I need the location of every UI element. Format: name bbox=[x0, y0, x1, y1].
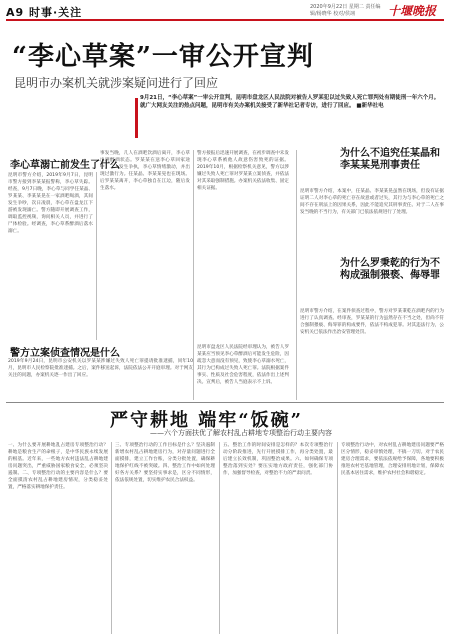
lead-paragraph: 9月21日，“李心草案”一审公开宣判，昆明市盘龙区人民法院对被告人罗某犯以过失致人死亡罪判处有期徒刑一年六个月。就广大网友关注的热点问题，昆明市有关办案机关接受了新华社记者专访，进行了回应。 ■新华社电 bbox=[140, 95, 440, 109]
article-column-c: 警方接报后迅速开展调查，在初步调查中未发现李心草系被他人故意伤害致死的证据。2019年10月，根据检察机关意见，警方以涉嫌过失致人死亡罪对罗某某立案侦查，并依法对其采取强制措施。办案机关依法收集、固定相关证据。 bbox=[197, 151, 289, 191]
right-headline-2: 为什么罗秉乾的行为不构成强制猥亵、侮辱罪 bbox=[340, 258, 440, 281]
page-subtitle: 昆明市办案机关就涉案疑问进行了回应 bbox=[14, 76, 219, 90]
column-divider bbox=[219, 442, 220, 634]
bottom-column-4: 专项整治行动中，对农村乱占耕地建房问题要严格区分情形，稳妥审慎处理，不搞一刀切。对于农民建房合理需求，要依法依规给予保障，各地要积极推进农村宅基地管理，合理安排用地计划，保障农民基本居住需求，维护农村社会和谐稳定。 bbox=[341, 443, 444, 476]
bottom-column-1: 一、为什么要开展耕地乱占建房专项整治行动？ 耕地是粮食生产的命根子，是中华民族永续发展的根基。近年来，一些地方农村违法乱占耕地建房问题突出，严重威胁国家粮食安全，必须坚决遏制。二、专项整治行动的主要内容是什么？要全面摸清农村乱占耕地建房情况，分类稳妥处置，严格落实耕地保护责任。 bbox=[8, 443, 108, 490]
section-label: A9 时事·关注 bbox=[6, 6, 83, 19]
column-divider bbox=[296, 150, 297, 400]
article-column-b: 事发当晚，几人在酒吧饮酒后离开，李心草出现醉酒状态。罗某某在送李心草回家途中，二人发生争执，李心草情绪激动，并出现过激行为。任某晶、李某某晃也在现场。后罗某某离开，李心草独自在江边，随后发生落水。 bbox=[100, 151, 190, 191]
article-column-e: 昆明市盘龙区人民法院经审理认为，被告人罗某某应当预见李心草醉酒后可能发生危险，因疏忽大意而没有预见，致使李心草溺水死亡，其行为已构成过失致人死亡罪。法院根据案件事实、性质及社会危害程度，依法作出上述判决。宣判后，被告人当庭表示不上诉。 bbox=[197, 345, 289, 385]
article-column-a: 昆明市警方介绍，2019年9月7日，昆明市警方接到李某某报警称，李心草失踪。经查，9月7日晚，李心草与同学任某晶、罗某某、李某某晃在一家酒吧喝酒，其间发生争吵，次日凌晨，李心草在盘龙江下游被发现溺亡。警方随即开展调查工作，调取监控视频，询问相关人员，并进行了尸体检验。经调查，李心草系醉酒后落水溺亡。 bbox=[8, 173, 93, 234]
article-column-r1: 昆明市警方介绍，本案中，任某晶、李某某晃虽然在现场，但没有证据证明二人对李心草的死亡存在故意或者过失，其行为与李心草的死亡之间不存在刑法上的因果关系，因此不能追究其刑事责任。对于二人在事发当晚的不当行为，有关部门已依法依规进行了处理。 bbox=[300, 189, 444, 215]
right-headline-1: 为什么不追究任某晶和李某某晃刑事责任 bbox=[340, 148, 440, 171]
column-divider bbox=[96, 172, 97, 340]
column-divider bbox=[337, 442, 338, 634]
section-heading-1-text: 李心草溺亡前发生了什么 bbox=[10, 160, 120, 171]
section-divider bbox=[6, 402, 444, 403]
column-divider bbox=[111, 442, 112, 634]
bottom-headline: 严守耕地 端牢“饭碗” bbox=[110, 410, 303, 431]
page-title: “李心草案”一审公开宣判 bbox=[12, 42, 314, 72]
section-heading-2-text: 警方立案侦查情况是什么 bbox=[10, 348, 120, 359]
article-column-r2: 昆明市警方介绍，在案件侦查过程中，警方对罗某秉乾在酒吧内的行为进行了认真调查。经审查，罗某某的行为虽然存在不当之处，但尚不符合强制猥亵、侮辱罪的构成要件，依法不构成犯罪。对其违法行为，公安机关已依法作出治安管理处罚。 bbox=[300, 309, 444, 335]
newspaper-logo: 十堰晚报 bbox=[388, 4, 437, 18]
lead-accent-bar bbox=[135, 98, 138, 138]
bottom-column-3: 五、整治工作的时间安排是怎样的？本次专项整治行动分阶段推进，先行开展摸排工作，再分类处置，最后建立长效机制，巩固整治成果。六、如何确保专项整治落到实处？要压实地方政府责任，强化部门协作，加强督导检查，对整治不力的严肃问责。 bbox=[223, 443, 333, 476]
header-rule bbox=[6, 19, 444, 21]
bottom-column-2: 三、专项整治行动的工作目标是什么？坚决遏制新增农村乱占耕地建房行为，对存量问题进行全面摸排，建立工作台账，分类分批处置，确保耕地保护红线不被突破。四、整治工作中如何处理好各方关系？要坚持实事求是，区分不同情形，依法依规处置，切实维护农民合法权益。 bbox=[115, 443, 215, 483]
bottom-subtitle: ——六个方面扶优了解农村乱占耕地专项整治行动主要内容 bbox=[150, 429, 332, 437]
date-line: 2020年9月22日 星期二 责任编辑/杨晓华 校对/侯翊 bbox=[310, 4, 381, 17]
section-heading-2 bbox=[10, 344, 120, 359]
column-divider bbox=[193, 150, 194, 400]
article-column-d: 2019年9月24日，昆明市公安机关以罗某某涉嫌过失致人死亡罪提请批准逮捕，同年10月，昆明市人民检察院批准逮捕。之后，案件移送起诉，法院依法公开开庭审理。对于网友关注的问题，办案机关逐一作出了回应。 bbox=[8, 359, 193, 378]
